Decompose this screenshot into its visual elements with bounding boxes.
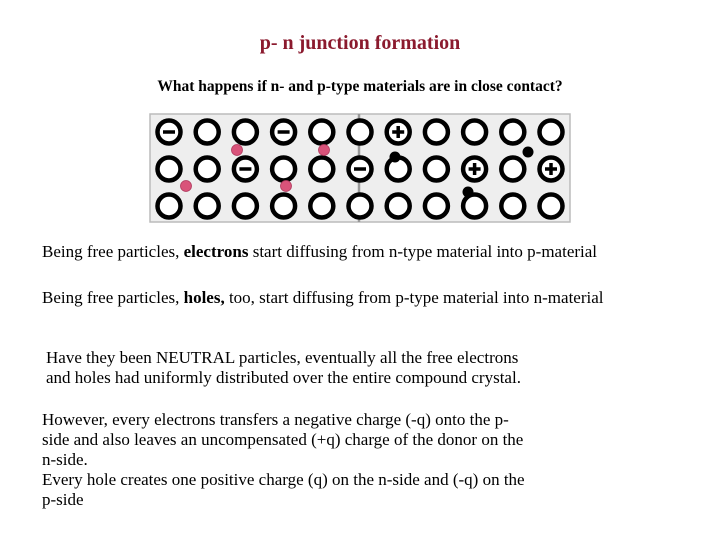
hole-particle — [319, 145, 330, 156]
paragraph-electrons-pre: Being free particles, — [42, 242, 184, 261]
paragraph-electrons-bold: electrons — [183, 242, 249, 261]
paragraph-holes — [42, 288, 603, 308]
lattice-atom — [387, 195, 410, 218]
electron-particle — [523, 147, 534, 158]
slide-subtitle: What happens if n- and p-type materials are in close contact? — [157, 78, 563, 95]
paragraph-charge-line: p-side — [42, 490, 84, 509]
hole-particle — [181, 181, 192, 192]
lattice-atom — [234, 121, 257, 144]
paragraph-neutral-line: Have they been NEUTRAL particles, eventually all the free electrons — [46, 348, 519, 367]
lattice-atom — [158, 195, 181, 218]
lattice-atom — [501, 195, 524, 218]
paragraph-charge-line: However, every electrons transfers a negative charge (-q) onto the p- — [42, 410, 509, 429]
lattice-atom — [272, 195, 295, 218]
lattice-atom — [158, 158, 181, 181]
electron-particle — [463, 187, 474, 198]
lattice-atom — [349, 121, 372, 144]
paragraph-holes-bold: holes, — [183, 288, 225, 307]
lattice-atom — [196, 158, 219, 181]
paragraph-neutral-line: and holes had uniformly distributed over the entire compound crystal. — [46, 368, 521, 387]
lattice-atom — [501, 158, 524, 181]
lattice-atom — [425, 158, 448, 181]
paragraph-electrons — [42, 242, 597, 262]
lattice-atom — [272, 158, 295, 181]
lattice-atom — [540, 121, 563, 144]
slide-title: p- n junction formation — [259, 32, 461, 54]
paragraph-charge-line: n-side. — [42, 450, 88, 469]
paragraph-holes-post: too, start diffusing from p-type material into n-material — [224, 288, 604, 307]
lattice-atom — [310, 121, 333, 144]
electron-particle — [390, 152, 401, 163]
paragraph-charge-line: Every hole creates one positive charge (q) on the n-side and (-q) on the — [42, 470, 525, 489]
lattice-atom — [501, 121, 524, 144]
paragraph-neutral — [46, 348, 646, 388]
pn-junction-lattice-diagram — [148, 112, 578, 224]
lattice-atom — [540, 195, 563, 218]
lattice-atom — [310, 195, 333, 218]
hole-particle — [281, 181, 292, 192]
lattice-atom — [349, 195, 372, 218]
lattice-atom — [463, 121, 486, 144]
lattice-atom — [196, 195, 219, 218]
lattice-atom — [463, 195, 486, 218]
paragraph-holes-pre: Being free particles, — [42, 288, 184, 307]
lattice-atom — [234, 195, 257, 218]
lattice-atom — [196, 121, 219, 144]
lattice-atom — [425, 121, 448, 144]
paragraph-electrons-post: start diffusing from n-type material into p-material — [248, 242, 598, 261]
paragraph-charge-transfer — [42, 410, 622, 510]
lattice-atom — [425, 195, 448, 218]
lattice-atom — [310, 158, 333, 181]
paragraph-charge-line: side and also leaves an uncompensated (+q) charge of the donor on the — [42, 430, 524, 449]
hole-particle — [232, 145, 243, 156]
